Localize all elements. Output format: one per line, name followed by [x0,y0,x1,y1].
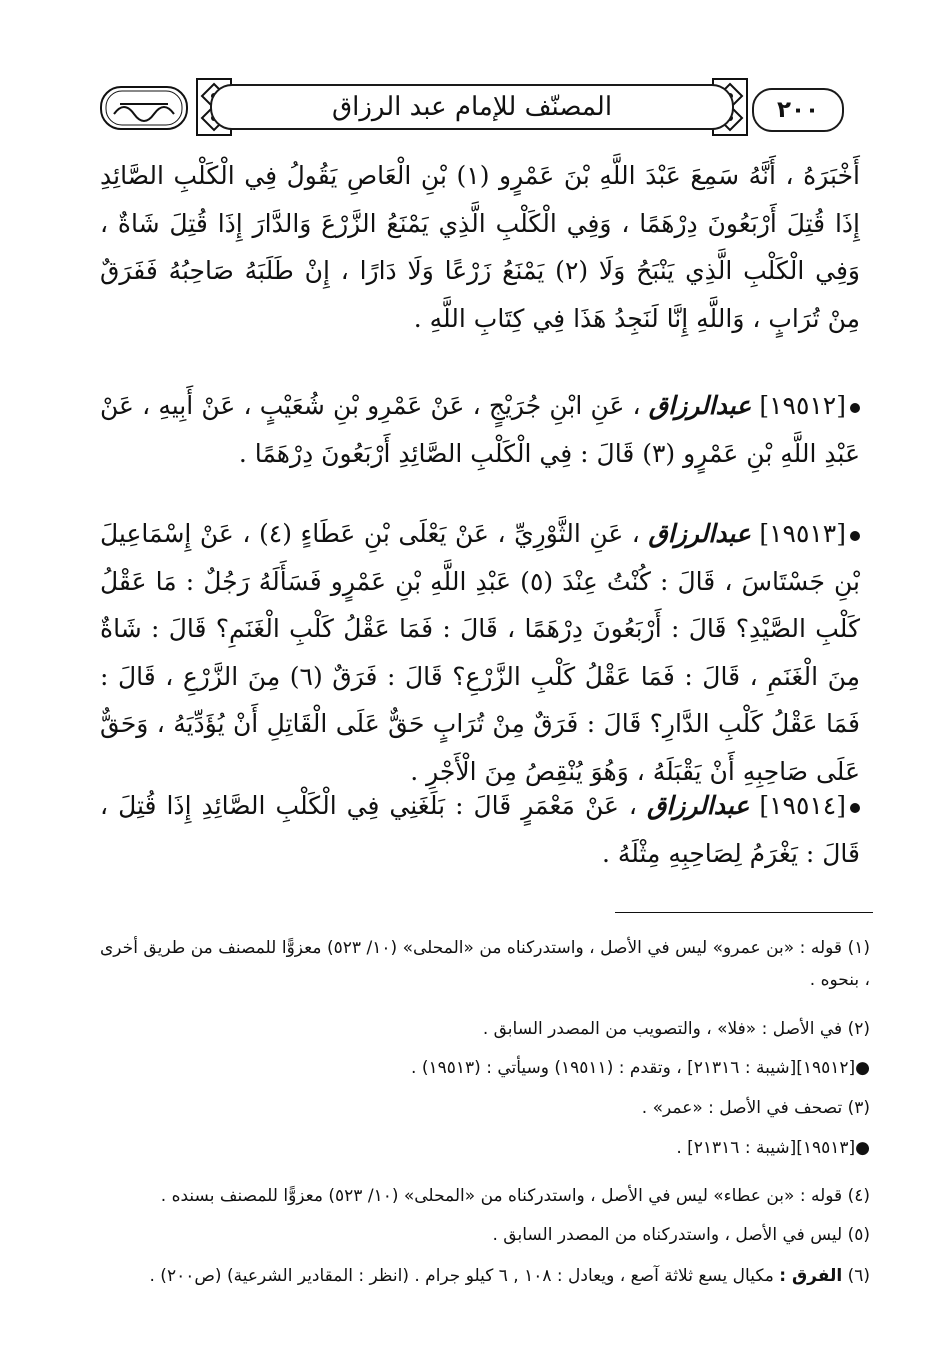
footnote-6 [100,1260,870,1292]
hadith-number: [١٩٥١٤] [759,791,846,820]
paragraph-text: أَخْبَرَهُ ، أَنَّهُ سَمِعَ عَبْدَ اللَّهِ بْنَ عَمْرٍو (١) بْنِ الْعَاصِ يَقُولُ فِي الْكَلْبِ الصَّائِدِ إِذَا قُتِلَ أَرْبَعُونَ دِرْهَمًا ، وَفِي الْكَلْبِ الَّذِي يَمْنَعُ الزَّرْعَ وَالدَّارَ إِذَا قُتِلَ شَاةٌ ، وَفِي الْكَلْبِ الَّذِي يَنْبَحُ وَلَا (٢) يَمْنَعُ زَرْعًا وَلَا دَارًا ، إِنْ طَلَبَهُ صَاحِبُهُ فَفَرَقٌ مِنْ تُرَابٍ ، وَاللَّهِ إِنَّا لَنَجِدُ هَذَا فِي كِتَابِ اللَّهِ . [100,161,860,333]
bullet-icon [850,531,860,541]
footnote-label: (٤) [847,1186,870,1206]
footnote-divider [615,912,873,913]
footnote-label: ●[١٩٥١٢] [796,1058,870,1078]
book-logo-icon [100,86,188,130]
footnote-label: (٢) [847,1019,870,1039]
page-header [98,78,846,136]
paragraph-text: ، عَنِ ابْنِ جُرَيْجٍ ، عَنْ عَمْرِو بْنِ شُعَيْبٍ ، عَنْ أَبِيهِ ، عَنْ عَبْدِ اللَّهِ بْنِ عَمْرٍو (٣) قَالَ : فِي الْكَلْبِ الصَّائِدِ أَرْبَعُونَ دِرْهَمًا . [100,391,860,468]
hadith-paragraph-continuation [100,152,860,342]
hadith-number: [١٩٥١٣] [759,519,846,548]
footnote-label: (٥) [847,1225,870,1245]
footnote-2 [100,1013,870,1045]
paragraph-text: ، عَنِ الثَّوْرِيِّ ، عَنْ يَعْلَى بْنِ عَطَاءٍ (٤) ، عَنْ إِسْمَاعِيلَ بْنِ جَسْتَاسَ ، قَالَ : كُنْتُ عِنْدَ (٥) عَبْدِ اللَّهِ بْنِ عَمْرٍو فَسَأَلَهُ رَجُلٌ : مَا عَقْلُ كَلْبِ الصَّيْدِ؟ قَالَ : أَرْبَعُونَ دِرْهَمًا ، قَالَ : فَمَا عَقْلُ كَلْبِ الْغَنَمِ؟ قَالَ : شَاةٌ مِنَ الْغَنَمِ ، قَالَ : فَمَا عَقْلُ كَلْبِ الزَّرْعِ؟ قَالَ : فَرَقٌ (٦) مِنَ الزَّرْعِ ، قَالَ : فَمَا عَقْلُ كَلْبِ الدَّارِ؟ قَالَ : فَرَقٌ مِنْ تُرَابٍ حَقٌّ عَلَى الْقَاتِلِ أَنْ يُؤَدِّيَهُ ، وَحَقٌّ عَلَى صَاحِبِهِ أَنْ يَقْبَلَهُ ، وَهُوَ يُنْقِصُ مِنَ الْأَجْرِ . [100,519,861,786]
paragraph-text: ، عَنْ مَعْمَرٍ قَالَ : بَلَغَنِي فِي الْكَلْبِ الصَّائِدِ إِذَا قُتِلَ ، قَالَ : يَغْرَمُ لِصَاحِبِهِ مِثْلَهُ . [100,791,860,868]
footnote-label: (١) [847,938,870,958]
footnote-text: ليس في الأصل ، واستدركناه من المصدر السابق . [492,1225,843,1245]
footnote-5 [100,1219,870,1251]
footnote-ref-19513 [100,1132,870,1164]
footnote-text: تصحف في الأصل : «عمر» . [641,1098,843,1118]
narrator-name: عبدالرزاق [646,791,750,820]
hadith-number: [١٩٥١٢] [759,391,846,420]
footnote-4 [100,1180,870,1212]
footnote-label: ●[١٩٥١٣] [796,1138,870,1158]
footnote-text: [شيبة : ٢١٣١٦] ، وتقدم : (١٩٥١١) وسيأتي : (١٩٥١٣) . [411,1058,797,1078]
narrator-name: عبدالرزاق [648,391,752,420]
footnote-text: مكيال يسع ثلاثة آصع ، ويعادل : ١٠٨ , ٦ كيلو جرام . (انظر : المقادير الشرعية) (ص٢٠٠) . [149,1266,774,1286]
page-number: ٢٠٠ [752,88,844,132]
footnote-term: الفرق : [779,1266,843,1286]
running-title: المصنّف للإمام عبد الرزاق [331,92,613,122]
bullet-icon [850,403,860,413]
footnote-text: قوله : «بن عمرو» ليس في الأصل ، واستدركناه من «المحلى» (١٠/ ٥٢٣) معزوًّا للمصنف من طريق أخرى ، بنحوه . [100,938,870,990]
hadith-paragraph-19513 [100,510,860,795]
footnote-label: (٣) [847,1098,870,1118]
narrator-name: عبدالرزاق [648,519,751,548]
footnote-text: [شيبة : ٢١٣١٦] . [676,1138,797,1158]
footnote-text: في الأصل : «فلا» ، والتصويب من المصدر السابق . [482,1019,843,1039]
bullet-icon [850,803,860,813]
footnote-3 [100,1092,870,1124]
footnote-1 [100,932,870,996]
hadith-paragraph-19512 [100,382,860,477]
footnote-ref-19512 [100,1052,870,1084]
header-title-frame [210,84,734,130]
hadith-paragraph-19514 [100,782,860,877]
footnote-text: قوله : «بن عطاء» ليس في الأصل ، واستدركناه من «المحلى» (١٠/ ٥٢٣) معزوًّا للمصنف بسنده . [160,1186,843,1206]
footnote-label: (٦) [847,1266,870,1286]
